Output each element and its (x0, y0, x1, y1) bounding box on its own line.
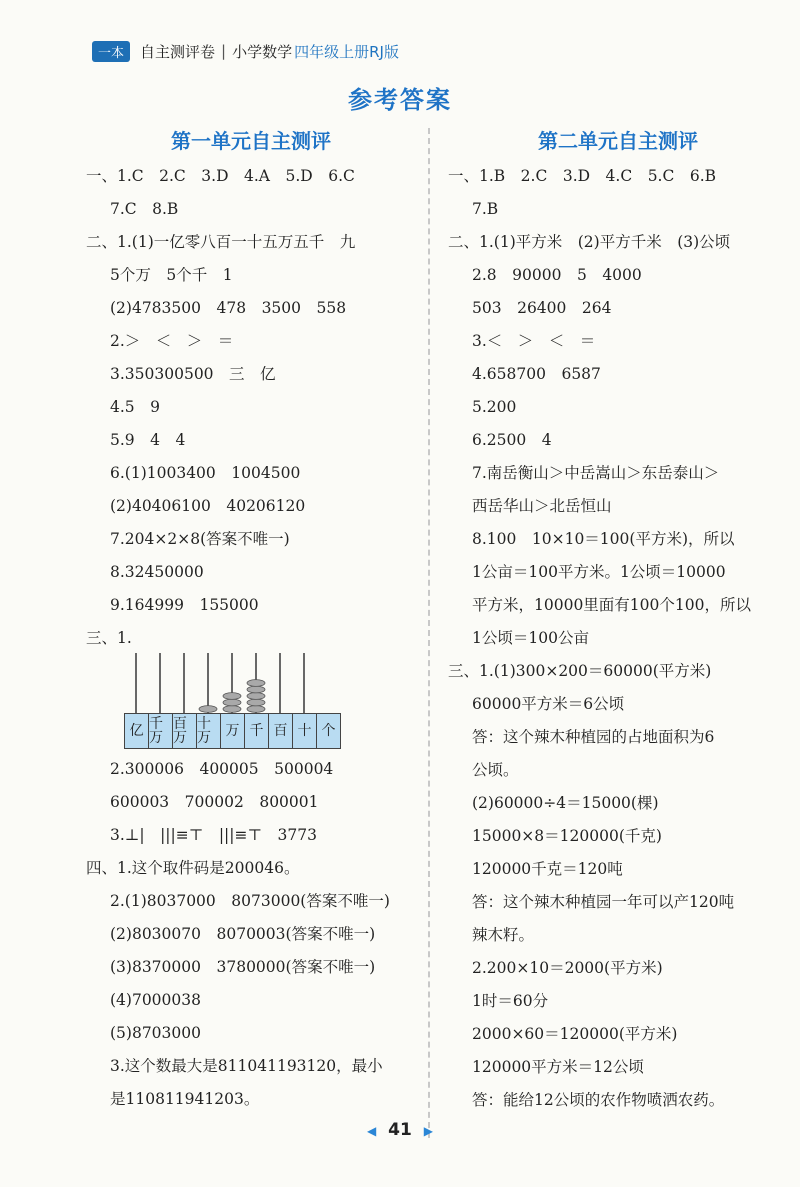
unit-2-answers (448, 160, 788, 1117)
answer-line: 1公顷＝100公亩 (472, 629, 589, 647)
abacus-label: 亿 (125, 714, 149, 748)
page-footer (0, 1120, 800, 1140)
answer-line: 503 26400 264 (472, 299, 612, 317)
answer-line: 1时＝60分 (472, 992, 549, 1010)
answer-line: (3)8370000 3780000(答案不唯一) (110, 958, 376, 976)
answer-line: 2.＞ ＜ ＞ ＝ (110, 332, 234, 350)
answer-line: (4)7000038 (110, 991, 201, 1009)
abacus-bead (247, 693, 265, 700)
abacus-label: 十 (293, 714, 317, 748)
abacus-place-labels (124, 713, 341, 749)
answer-line: 4.5 9 (110, 398, 161, 416)
answer-line: 2.300006 400005 500004 (110, 760, 334, 778)
abacus-label: 千万 (149, 714, 173, 748)
next-arrow-icon: ▶ (423, 1124, 433, 1138)
answer-line: 7.B (472, 200, 499, 218)
answer-line: 3.＜ ＞ ＜ ＝ (472, 332, 596, 350)
page-number: 41 (388, 1120, 412, 1140)
series-name: 自主测评卷 (140, 42, 216, 61)
answer-line: (2)8030070 8070003(答案不唯一) (110, 925, 376, 943)
answer-line: 120000千克＝120吨 (472, 860, 623, 878)
answer-line: 4.658700 6587 (472, 365, 601, 383)
answer-line: 一、1.B 2.C 3.D 4.C 5.C 6.B (448, 167, 717, 185)
abacus-bead (247, 680, 265, 687)
answer-line: 答：能给12公顷的农作物喷洒农药。 (472, 1091, 725, 1109)
series-logo: 一本 (92, 41, 130, 62)
answer-line: 3.350300500 三 亿 (110, 365, 276, 383)
answer-line: 9.164999 155000 (110, 596, 259, 614)
answer-line: 三、1.(1)300×200＝60000(平方米) (448, 662, 712, 680)
answer-line: 答：这个辣木种植园一年可以产120吨 (472, 893, 735, 911)
answer-line: 15000×8＝120000(千克) (472, 827, 662, 845)
answer-line: 7.南岳衡山＞中岳嵩山＞东岳泰山＞ (472, 464, 720, 482)
page-header (92, 38, 399, 64)
header-separator: | (221, 42, 227, 60)
answer-line: 3.⊥| |||≡⊤ |||≡⊤ 3773 (110, 826, 317, 844)
abacus-bead (199, 706, 217, 713)
answer-line: 2.200×10＝2000(平方米) (472, 959, 663, 977)
abacus-bead (223, 699, 241, 706)
answer-line: 6.2500 4 (472, 431, 552, 449)
answer-line: 是110811941203。 (110, 1090, 260, 1108)
abacus-label: 十万 (197, 714, 221, 748)
unit-1-answers (86, 160, 416, 655)
answer-line: (2)4783500 478 3500 558 (110, 299, 347, 317)
answer-line: 2.(1)8037000 8073000(答案不唯一) (110, 892, 390, 910)
answer-line: 8.32450000 (110, 563, 204, 581)
abacus-bead (223, 706, 241, 713)
abacus-bead (247, 706, 265, 713)
abacus-bead (223, 693, 241, 700)
answer-line: 7.204×2×8(答案不唯一) (110, 530, 290, 548)
answer-line: 答：这个辣木种植园的占地面积为6 (472, 728, 715, 746)
answer-line: 60000平方米＝6公顷 (472, 695, 625, 713)
answer-line: 3.这个数最大是811041193120，最小 (110, 1057, 383, 1075)
abacus-bead (247, 699, 265, 706)
answer-line: (5)8703000 (110, 1024, 201, 1042)
abacus-label: 百万 (173, 714, 197, 748)
column-divider (428, 128, 430, 1138)
answer-line: 6.(1)1003400 1004500 (110, 464, 301, 482)
prev-arrow-icon: ◀ (367, 1124, 377, 1138)
right-column (448, 124, 788, 1117)
answer-line: 120000平方米＝12公顷 (472, 1058, 644, 1076)
answer-line: 2.8 90000 5 4000 (472, 266, 642, 284)
answer-line: 600003 700002 800001 (110, 793, 319, 811)
answer-line: 1公亩＝100平方米。1公顷＝10000 (472, 563, 726, 581)
unit-1-answers-continued (86, 753, 416, 1116)
answer-line: 5.9 4 4 (110, 431, 186, 449)
answer-line: 5.200 (472, 398, 517, 416)
answer-line: 西岳华山＞北岳恒山 (472, 497, 612, 515)
subject-name: 小学数学 (232, 42, 293, 61)
answer-line: 5个万 5个千 1 (110, 266, 233, 284)
answer-line: 二、1.(1)一亿零八百一十五万五千 九 (86, 233, 356, 251)
answer-line: 公顷。 (472, 761, 519, 779)
answer-line: 7.C 8.B (110, 200, 179, 218)
answer-line: 四、1.这个取件码是200046。 (86, 859, 300, 877)
abacus-bead (247, 686, 265, 693)
abacus-label: 百 (269, 714, 293, 748)
abacus-label: 千 (245, 714, 269, 748)
abacus-rods (124, 651, 324, 713)
answer-line: (2)40406100 40206120 (110, 497, 306, 515)
answer-line: (2)60000÷4＝15000(棵) (472, 794, 659, 812)
answer-line: 二、1.(1)平方米 (2)平方千米 (3)公顷 (448, 233, 731, 251)
abacus-label: 个 (317, 714, 340, 748)
left-column (86, 124, 416, 1116)
page-title: 参考答案 (348, 86, 452, 114)
answer-line: 一、1.C 2.C 3.D 4.A 5.D 6.C (86, 167, 355, 185)
answer-line: 平方米，10000里面有100个100，所以 (472, 596, 751, 614)
abacus-figure (124, 651, 336, 749)
unit-1-title: 第一单元自主测评 (171, 129, 331, 153)
answer-line: 三、1. (86, 629, 132, 647)
answer-line: 2000×60＝120000(平方米) (472, 1025, 678, 1043)
answer-line: 8.100 10×10＝100(平方米)，所以 (472, 530, 735, 548)
unit-2-title: 第二单元自主测评 (538, 129, 698, 153)
abacus-label: 万 (221, 714, 245, 748)
answer-line: 辣木籽。 (472, 926, 535, 944)
grade-label: 四年级上册RJ版 (294, 42, 399, 61)
